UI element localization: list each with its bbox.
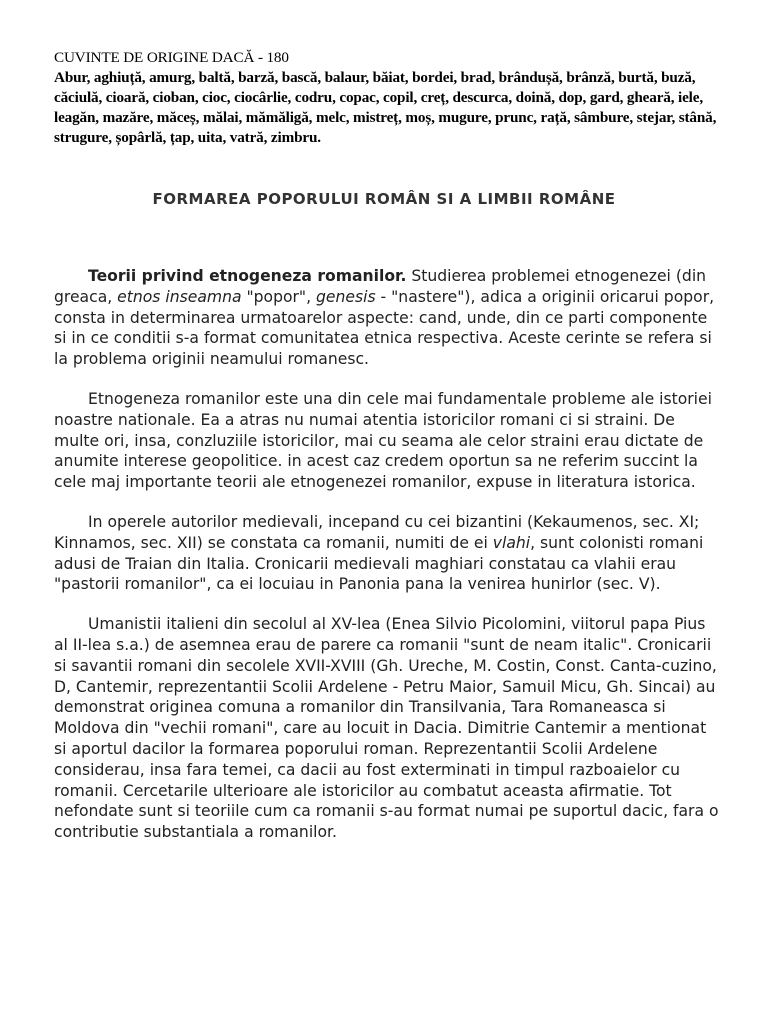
paragraph-2: Etnogeneza romanilor este una din cele mai fundamentale probleme ale istoriei noastre nationale. Ea a atras nu numai atentia istoricilor romani ci si straini. De multe ori, insa, conzluziile istoricilor, mai cu seama ale celor straini erau dictate de anumite interese geopolitice. in acest caz credem oportun sa ne referim succint la cele maj importante teorii ale etnogenezei romanilor, expuse in literatura istorica. bbox=[54, 389, 712, 492]
paragraph-1-text-a: Studierea problemei etnogenezei (din greaca, bbox=[54, 267, 707, 306]
paragraph-3-text-b: , sunt colonisti romani adusi de Traian din Italia. Cronicarii medievali maghiari constatau ca vlahii erau "pastorii romanilor", ca ei locuiau in Panonia pana la venirea hunirlor (sec. V). bbox=[54, 533, 704, 594]
paragraph-1-text-b: "popor", bbox=[241, 287, 317, 306]
paragraph-3-text-a: In operele autorilor medievali, incepand cu cei bizantini (Kekaumenos, sec. XI; Kinnamos, sec. XII) se constata ca romanii, numiti de ei bbox=[54, 512, 700, 552]
dacian-words-header bbox=[54, 48, 722, 148]
section-title: FORMAREA POPORULUI ROMÂN SI A LIMBII ROMÂNE bbox=[152, 190, 616, 208]
paragraph-1-italic-b: genesis bbox=[316, 287, 376, 306]
dacian-words-list: Abur, aghiuță, amurg, baltă, barză, bască, balaur, băiat, bordei, brad, brândușă, brânză, burtă, buză, căciulă, cioară, cioban, cioc, ciocârlie, codru, copac, copil, creț, descurca, doină, dop, gard, gheară, iele, leagăn, mazăre, măceș, mălai, mămăligă, melc, mistreț, moș, mugure, prunc, rață, sâmbure, stejar, stână, strugure, șopârlă, țap, uita, vatră, zimbru. bbox=[54, 69, 717, 146]
paragraph-1-heading: Teorii privind etnogeneza romanilor. bbox=[88, 267, 407, 285]
header-title: CUVINTE DE ORIGINE DACĂ - 180 bbox=[54, 49, 289, 66]
paragraph-3 bbox=[54, 512, 722, 595]
article-body bbox=[54, 266, 722, 862]
paragraph-3-italic: vlahi bbox=[492, 533, 531, 552]
paragraph-1 bbox=[54, 266, 722, 370]
paragraph-1-italic-a: etnos inseamna bbox=[117, 287, 242, 306]
paragraph-1-text-c: - "nastere"), adica a originii oricarui popor, consta in determinarea urmatoarelor aspecte: cand, unde, din ce parti componente si in ce conditii s-a format comunitatea etnica respectiva. Aceste cerinte se refera si la problema originii neamului romanesc. bbox=[54, 287, 715, 369]
paragraph-4: Umanistii italieni din secolul al XV-lea (Enea Silvio Picolomini, viitorul papa Pius al II-lea s.a.) de asemnea erau de parere ca romanii "sunt de neam italic". Cronicarii si savantii romani din secolele XVII-XVIII (Gh. Ureche, M. Costin, Const. Canta-cuzino, D, Cantemir, reprezentantii Scolii Ardelene - Petru Maior, Samuil Micu, Gh. Sincai) au demonstrat originea comuna a romanilor din Transilvania, Tara Romaneasca si Moldova din "vechii romani", care au locuit in Dacia. Dimitrie Cantemir a mentionat si aportul dacilor la formarea poporului roman. Reprezentantii Scolii Ardelene considerau, insa fara temei, ca dacii au fost exterminati in timpul razboaielor cu romanii. Cercetarile ulterioare ale istoricilor au combatut aceasta afirmatie. Tot nefondate sunt si teoriile cum ca romanii s-au format numai pe suportul dacic, fara o contributie substantiala a romanilor. bbox=[54, 615, 719, 842]
